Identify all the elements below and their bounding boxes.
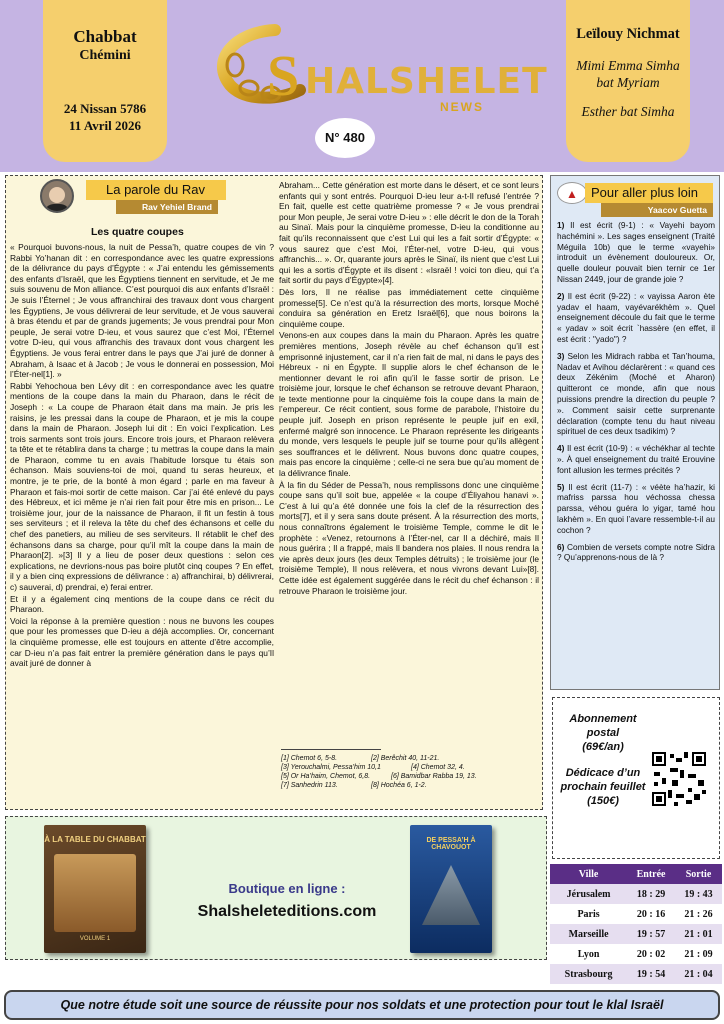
civil-date: 11 Avril 2026 [69, 118, 141, 133]
dedication-price: (150€) [587, 795, 619, 807]
paragraph: Et il y a également cinq mentions de la coupe dans ce récit du Pharaon. [10, 593, 274, 615]
shop-banner [5, 816, 547, 960]
exit-cell: 21 : 04 [675, 964, 722, 984]
footnote: [3] Yerouchalmi, Pessa’him 10,1 [281, 764, 381, 771]
exit-cell: 19 : 43 [675, 884, 722, 904]
question-text: Il est écrit (11-7) : « véète ha’hazir, ki mafriss parssa hou véchossa chessa parssa, véhou guéra lo yigar, tamé hou lakhèm ». En quoi l’avare ressemble-t-il au cochon ? [557, 481, 715, 535]
book-title: DE PESSA’H À CHAVOUOT [426, 837, 476, 851]
column-header: Sortie [675, 864, 722, 884]
hebrew-date: 24 Nissan 5786 [63, 101, 147, 116]
question-number: 6) [557, 541, 565, 552]
question-number: 4) [557, 443, 565, 454]
table-row [550, 944, 722, 964]
list-item [557, 482, 715, 536]
city-cell: Paris [577, 908, 600, 920]
footnote: [6] Bamidbar Rabba 19, 13. [391, 773, 477, 780]
exit-cell: 21 : 01 [675, 924, 722, 944]
entry-cell: 18 : 29 [627, 884, 675, 904]
table-row [550, 904, 722, 924]
dedication-name: Mimi Emma Simha bat Myriam [576, 58, 680, 90]
question-text: Il est écrit (9-22) : « vayissa Aaron ète yadav el haam, vayévarékhèm ». Quel enseignement découle du fait que le terme « yadav » soit écrit `hassère (en effet, il est écrit : "yado") ? [557, 290, 715, 344]
list-item [557, 291, 715, 345]
city-cell: Marseille [550, 924, 627, 944]
divider [281, 749, 381, 750]
footnote: [5] Or Ha’haim, Chemot, 6,8. [281, 773, 371, 780]
book-volume: VOLUME 1 [79, 936, 111, 942]
footnote: [7] Sanhedrin 113. [281, 782, 338, 789]
question-number: 2) [557, 290, 565, 301]
footer-banner: Que notre étude soit une source de réussite pour nos soldats et une protection pour tout le klal Israël [4, 990, 720, 1020]
exit-cell: 21 : 26 [684, 908, 713, 920]
list-item [557, 220, 715, 285]
subscription-box [552, 697, 720, 859]
city-cell: Strasbourg [550, 964, 627, 984]
city-cell: Jérusalem [550, 884, 627, 904]
shabbat-times-table [550, 864, 722, 980]
qr-code-icon[interactable] [650, 750, 708, 808]
list-item [557, 542, 715, 564]
entry-cell: 20 : 02 [636, 948, 666, 960]
subscription-label: Abonnement postal [569, 713, 637, 739]
avatar [40, 179, 74, 213]
question-number: 5) [557, 481, 565, 492]
table-header [550, 864, 722, 884]
car-icon: ▲ [557, 182, 587, 204]
rav-article [5, 175, 543, 810]
section-title: La parole du Rav [86, 180, 226, 200]
exit-cell: 21 : 09 [684, 948, 713, 960]
questions-panel [550, 175, 720, 690]
book-title: À LA TABLE DU CHABBAT [44, 835, 146, 844]
shop-label: Boutique en ligne : [228, 881, 346, 896]
column-header: Entrée [627, 864, 675, 884]
article-column-2 [279, 180, 539, 740]
section-title: Pour aller plus loin [585, 183, 713, 203]
brand-logo [205, 20, 548, 120]
brand-sub: NEWS [440, 100, 484, 114]
list-item [557, 443, 715, 475]
question-number: 3) [557, 350, 565, 361]
footnote: [4] Chemot 32, 4. [411, 764, 465, 771]
book-cover-1[interactable] [44, 825, 146, 953]
mountain-icon [422, 865, 480, 925]
question-number: 1) [557, 220, 565, 230]
list-item [557, 351, 715, 437]
questions-list [557, 220, 715, 686]
paragraph: « Pourquoi buvons-nous, la nuit de Pessa’h, quatre coupes de vin ? Rabbi Yo’hanan dit : en correspondance avec les quatre expressions de la délivrance du pays d’Égypte : « J’ai entendu les gémissements des enfants d’Israël, que les Égyptiens tiennent en servitude, et Je me suis souvenu de Mon alliance. C’est pourquoi dis aux enfants d’Israël : Je suis l’Éternel ; Je vous affranchirai des travaux dont vous chargent les Égyptiens, Je vous délivrerai de leur servitude, et Je vous sauverai à bras étendu et par de grands jugements; Je vous prendrai pour Mon peuple, Je serai votre D-ieu, et vous saurez que c’est Moi, l’Éternel votre D-ieu, qui vous affranchis des travaux dont vous chargent les Égyptiens. Je vous ferai entrer dans le pays que J’ai juré de donner à Abraham, à Isaac et à Jacob ; Je vous le donnerai en possession, Moi l’Éter-nel[1]. » [10, 242, 274, 380]
footnote: [2] Berêchit 40, 11-21. [371, 755, 440, 762]
footnote: [8] Hochéa 6, 1-2. [371, 782, 427, 789]
book-illustration [54, 854, 136, 932]
question-text: Il est écrit (9-1) : « Vayehi bayom hachémini ». Les sages enseignent (Traité Méguila 10b) que le terme «vayehi» introduit un évènement douloureux. Or, quelle douleur pouvait bien ternir ce 1er Nissan 2449, jour de grande joie ? [557, 220, 715, 284]
issue-number: N° 480 [315, 118, 375, 158]
brand-name: HALSHELET [305, 61, 548, 102]
question-text: Selon les Midrach rabba et Tan’houma, Nadav et Avihou déclarèrent : « quand ces deux Zékénim (Moché et Aharon) quitteront ce monde, afin que nous puissions prendre la direction du peuple ? ». Comment saisir cette surprenante déclaration (compte tenu du haut niveau spirituel de ces deux tsadikim) ? [557, 350, 715, 437]
date-tab [43, 0, 167, 162]
column-header: Ville [550, 864, 627, 884]
footnote: [1] Chemot 6, 5-8. [281, 755, 338, 762]
entry-cell: 19 : 54 [627, 964, 675, 984]
dedication-label: Dédicace d’un prochain feuillet [560, 767, 646, 793]
paragraph: Voici la réponse à la première question : nous ne buvons les coupes que pour les promesses que D-ieu a déjà accomplies. Or, concernant la cinquième promesse, elle est toujours en attente d’être accomplie, car D-ieu n’a pas fait entrer la première génération dans le pays qu’Il avait juré de donner à [10, 615, 274, 669]
shop-link[interactable]: Shalsheleteditions.com [197, 903, 377, 920]
subscription-price: (69€/an) [582, 741, 624, 753]
parasha-name: Chémini [79, 48, 131, 63]
section-author: Yaacov Guetta [601, 203, 713, 217]
table-row [550, 964, 722, 984]
table-row [550, 884, 722, 904]
article-heading: Les quatre coupes [91, 226, 184, 238]
article-column-1 [10, 242, 274, 807]
dedication-title: Leïlouy Nichmat [576, 26, 680, 42]
question-text: Il est écrit (10-9) : « véchékhar al techte ». À quel enseignement du traité Erouvine font allusion les termes précités ? [557, 443, 715, 475]
entry-cell: 20 : 16 [636, 908, 666, 920]
book-cover-2[interactable] [410, 825, 492, 953]
paragraph: Abraham... Cette génération est morte dans le désert, et ce sont leurs enfants qui y sont entrés. Pourquoi D-ieu leur a-t-Il refusé l’entrée ? En fait, quelle est cette quatrième promesse ? « Je vous prendrai pour Mon peuple, Je serai votre D-ieu » : elle décrit le don de la Torah au Sinaï. Mais pour la cinquième promesse, D-ieu la conditionne au fait qu’ils reconnaissent que c’est Lui qui les a fait sortir d’Égypte: « vous saurez que c’est Moi, l’Éter-nel, votre D-ieu, qui vous affranchis... ». Or, quarante jours après le Sinaï, ils nient que c’est Lui qui les a sortis d’Égypte et ils disent : «Israël ! voici ton dieu, qui t’a fait sortir du pays d’Égypte»[4]. [279, 180, 539, 286]
question-text: Combien de versets compte notre Sidra ? Qu’apprenons-nous de là ? [557, 541, 715, 563]
footnotes [281, 754, 539, 790]
dedication-name: Esther bat Simha [581, 104, 675, 119]
table-row [550, 924, 722, 944]
dedication-tab [566, 0, 690, 162]
paragraph: Dès lors, Il ne réalise pas immédiatement cette cinquième promesse[5]. Ce n’est qu’à la résurrection des morts, lorsque Moché conduira sa génération en Eretz Israël[6], que nous boirons la cinquième coupe. [279, 286, 539, 329]
section-author: Rav Yehiel Brand [116, 200, 218, 214]
subscription-text [557, 712, 649, 808]
paragraph: Venons-en aux coupes dans la main du Pharaon. Après les quatre premières mentions, Joseph révèle au chef échanson qu’il est emprisonné injustement, car il n’a rien fait de mal, ni dans le pays des Hébreux - ni en Égypte. Il supplie alors le chef échanson de le mentionner devant le roi afin qu’il le fasse sortir de prison. Le troisième jour, lorsque le chef échanson se retrouve devant Pharaon, le texte mentionne pour la cinquième fois la coupe dans la main de l’empereur. Ce récit contient, sous forme de parabole, l’histoire du peuple juif. Joseph en prison représente le peuple juif en exil, enfermé malgré son innocence. Le Pharaon représente les dirigeants du monde, vers lesquels le peuple juif se tourne pour qu’ils allègent ses souffrances et le délivrent. Nous buvons donc quatre coupes, mais pas encore la cinquième ; celle-ci ne sera bue qu’au moment de la délivrance finale. [279, 330, 539, 479]
brand-letter: S [267, 43, 300, 108]
city-cell: Lyon [577, 948, 600, 960]
shabbat-label: Chabbat [73, 27, 137, 46]
paragraph: À la fin du Séder de Pessa’h, nous remplissons donc une cinquième coupe sans qu’il soit bue, appelée « la coupe d’Éliyahou hanavi ». C’est à lui qu’a été donnée une fois la clef de la résurrection des morts[7], et il y sera sans doute présent. À la résurrection des morts, nous connaîtrons également le troisième Temple, comme le dit le prophète : «Venez, retournons à l’Éter-nel, car Il a déchiré, mais Il nous guérira ; Il a frappé, mais Il bandera nos plaies. Il nous rendra la vie après deux jours (les deux Temples détruits) ; le troisième jour (le troisième Temple), Il nous relèvera, et nous vivrons devant Lui»[8]. Cette idée est également suggérée dans le récit du chef échanson : il retrouve Pharaon le troisième jour. [279, 479, 539, 596]
entry-cell: 19 : 57 [627, 924, 675, 944]
paragraph: Rabbi Yehochoua ben Lévy dit : en correspondance avec les quatre mentions de la coupe dans la main du Pharaon, dans le récit de Joseph : « La coupe de Pharaon était dans ma main. Je pris les raisins, je les pressai dans la coupe de Pharaon, et je mis la coupe dans la main de Pharaon. Joseph lui dit : En voici l’explication. Les trois sarments sont trois jours. Encore trois jours, et Pharaon relèvera ta tête et te rétablira dans ta charge ; tu mettras la coupe dans la main de Pharaon, comme tu en avais l’habitude lorsque tu étais son échanson. Mais souviens-toi de moi, quand tu seras heureux, et montre, je te prie, de la bonté à mon égard ; parle en ma faveur à Pharaon et fais-moi sortir de cette maison. Car j’ai été enlevé du pays des Hébreux, et ici même je n’ai rien fait pour être mis en prison... Le troisième jour, jour de la naissance de Pharaon, il fit un festin à tous ses serviteurs ; et il releva la tête du chef des échansons et celle du chef des panetiers, au milieu de ses serviteurs. Il rétablit le chef des échansons dans sa charge, pour qu’il mît la coupe dans la main de Pharaon[2]. »[3] Il y a lieu de poser deux questions : selon ces explications, ne devrions-nous pas boire plutôt cinq coupes ? En effet, il y a bien cinq expressions de délivrance : a) affranchirai, b) délivrerai, c) sauverai, d) prendrai, e) ferai entrer. [10, 380, 274, 592]
